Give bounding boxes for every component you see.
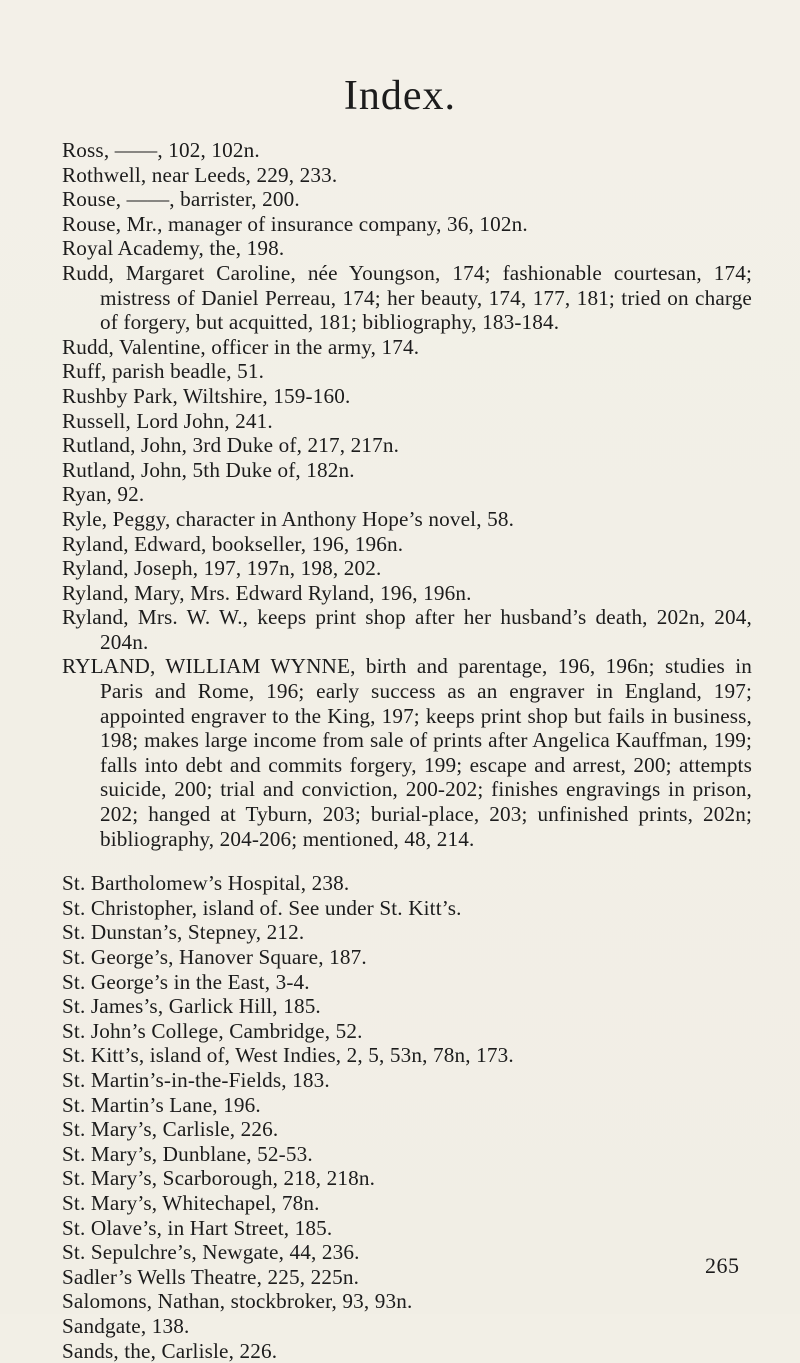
page-title: Index. <box>0 72 800 120</box>
index-entry: Rudd, Valentine, officer in the army, 174. <box>62 335 752 360</box>
index-entry: St. Olave’s, in Hart Street, 185. <box>62 1216 752 1241</box>
index-entry: Salomons, Nathan, stockbroker, 93, 93n. <box>62 1289 752 1314</box>
index-entry: St. Bartholomew’s Hospital, 238. <box>62 871 752 896</box>
index-entries <box>62 138 752 1363</box>
index-entry: St. Dunstan’s, Stepney, 212. <box>62 920 752 945</box>
index-entry: Ryland, Mrs. W. W., keeps print shop after her husband’s death, 202n, 204, 204n. <box>62 605 752 654</box>
index-entry: Sadler’s Wells Theatre, 225, 225n. <box>62 1265 752 1290</box>
index-entry: Ryland, Joseph, 197, 197n, 198, 202. <box>62 556 752 581</box>
index-entry: St. Kitt’s, island of, West Indies, 2, 5, 53n, 78n, 173. <box>62 1043 752 1068</box>
index-entry: St. John’s College, Cambridge, 52. <box>62 1019 752 1044</box>
index-entry: Ruff, parish beadle, 51. <box>62 359 752 384</box>
index-entry: Rudd, Margaret Caroline, née Youngson, 174; fashionable courtesan, 174; mistress of Daniel Perreau, 174; her beauty, 174, 177, 181; tried on charge of forgery, but acquitted, 181; bibliography, 183-184. <box>62 261 752 335</box>
index-entry: Royal Academy, the, 198. <box>62 236 752 261</box>
index-entry: Ryland, Mary, Mrs. Edward Ryland, 196, 196n. <box>62 581 752 606</box>
index-entry: Ryan, 92. <box>62 482 752 507</box>
index-entry: Rutland, John, 3rd Duke of, 217, 217n. <box>62 433 752 458</box>
index-entry: Rouse, ——, barrister, 200. <box>62 187 752 212</box>
index-entry: Ryle, Peggy, character in Anthony Hope’s novel, 58. <box>62 507 752 532</box>
index-entry-ryland-william: RYLAND, WILLIAM WYNNE, birth and parentage, 196, 196n; studies in Paris and Rome, 196; early success as an engraver in England, 197; appointed engraver to the King, 197; keeps print shop but fails in business, 198; makes large income from sale of prints after Angelica Kauffman, 199; falls into debt and commits forgery, 199; escape and arrest, 200; attempts suicide, 200; trial and conviction, 200-202; finishes engravings in prison, 202; hanged at Tyburn, 203; burial-place, 203; unfinished prints, 202n; bibliography, 204-206; mentioned, 48, 214. <box>62 654 752 851</box>
page-number: 265 <box>705 1253 740 1279</box>
index-entry: St. Christopher, island of. See under St. Kitt’s. <box>62 896 752 921</box>
index-entry: Ryland, Edward, bookseller, 196, 196n. <box>62 532 752 557</box>
index-entry: Rouse, Mr., manager of insurance company, 36, 102n. <box>62 212 752 237</box>
index-entry: Ross, ——, 102, 102n. <box>62 138 752 163</box>
index-entry: Rushby Park, Wiltshire, 159-160. <box>62 384 752 409</box>
index-entry: Russell, Lord John, 241. <box>62 409 752 434</box>
index-entry: Rothwell, near Leeds, 229, 233. <box>62 163 752 188</box>
index-entry: St. Sepulchre’s, Newgate, 44, 236. <box>62 1240 752 1265</box>
index-entry: St. Mary’s, Carlisle, 226. <box>62 1117 752 1142</box>
index-entry: St. George’s, Hanover Square, 187. <box>62 945 752 970</box>
index-entry: St. Martin’s-in-the-Fields, 183. <box>62 1068 752 1093</box>
index-entry: St. George’s in the East, 3-4. <box>62 970 752 995</box>
index-entry: St. Mary’s, Whitechapel, 78n. <box>62 1191 752 1216</box>
index-entry: St. Martin’s Lane, 196. <box>62 1093 752 1118</box>
index-entry: Sandgate, 138. <box>62 1314 752 1339</box>
index-entry: Sands, the, Carlisle, 226. <box>62 1339 752 1363</box>
index-entry: St. James’s, Garlick Hill, 185. <box>62 994 752 1019</box>
index-entry: St. Mary’s, Dunblane, 52-53. <box>62 1142 752 1167</box>
index-entry: Rutland, John, 5th Duke of, 182n. <box>62 458 752 483</box>
index-entry: St. Mary’s, Scarborough, 218, 218n. <box>62 1166 752 1191</box>
